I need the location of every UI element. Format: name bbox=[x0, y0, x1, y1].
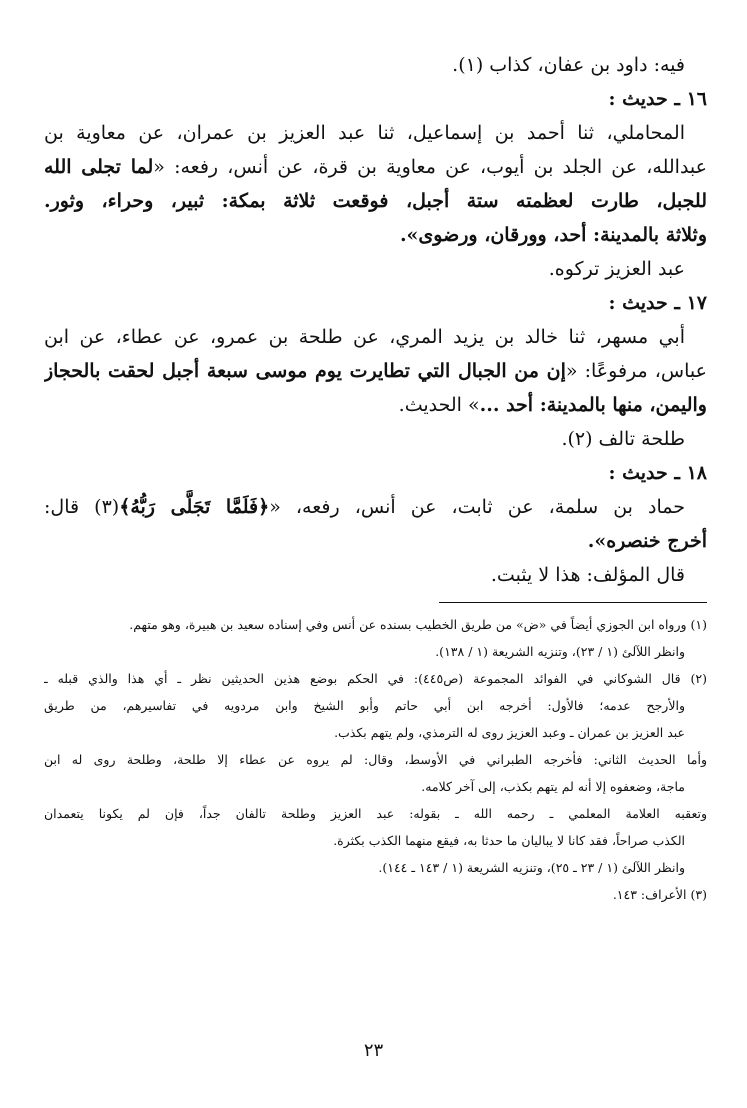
footnote-separator bbox=[439, 602, 707, 603]
footnote-line: ماجة، وضعفوه إلا أنه لم يتهم بكذب، إلى آخر كلامه. bbox=[421, 779, 685, 794]
hadith-heading-18: ١٨ ـ حديث : bbox=[608, 462, 707, 484]
main-text bbox=[44, 48, 707, 592]
footnote-line: (٣) الأعراف: ١٤٣. bbox=[612, 887, 707, 902]
footnote-line: عبد العزيز بن عمران ـ وعبد العزيز روى له الترمذي، ولم يتهم بكذب. bbox=[334, 725, 685, 740]
text-line: المحاملي، ثنا أحمد بن إسماعيل، ثنا عبد العزيز بن عمران، عن معاوية بن bbox=[44, 122, 685, 144]
text-span: (٣) قال: bbox=[44, 496, 120, 518]
text-line: طلحة تالف (٢). bbox=[561, 428, 685, 450]
footnote-line: وانظر اللآلئ (١ / ٢٣ ـ ٢٥)، وتنزيه الشريعة (١ / ١٤٣ ـ ١٤٤). bbox=[378, 860, 685, 875]
hadith-heading-16: ١٦ ـ حديث : bbox=[608, 88, 707, 110]
hadith-matn: أخرج خنصره». bbox=[587, 530, 707, 552]
text-line bbox=[44, 150, 707, 184]
footnote-line: والأرجح عدمه؛ فالأول: أخرجه ابن أبي حاتم وأبو الشيخ وابن مردويه في تفاسيرهم، من طريق bbox=[44, 698, 685, 713]
footnote-line: (٢) قال الشوكاني في الفوائد المجموعة (ص٤٤٥): في الحكم بوضع هذين الحديثين نظر ـ أي هذا والذي قبله ـ bbox=[44, 671, 707, 686]
text-line: أبي مسهر، ثنا خالد بن يزيد المري، عن طلحة بن عمرو، عن عطاء، عن ابن bbox=[44, 326, 685, 348]
hadith-matn: واليمن، منها بالمدينة: أحد ... bbox=[479, 394, 707, 416]
footnote-line: وأما الحديث الثاني: فأخرجه الطبراني في الأوسط، وقال: لم يروه عن عطاء إلا طلحة، وطلحة روى له ابن bbox=[44, 752, 707, 767]
footnote-line: الكذب صراحاً، فقد كانا لا يباليان ما حدثا به، فيقع منهما الكذب بكثرة. bbox=[333, 833, 685, 848]
text-line: فيه: داود بن عفان، كذاب (١). bbox=[452, 54, 685, 76]
footnote-line: وتعقبه العلامة المعلمي ـ رحمه الله ـ بقوله: عبد العزيز وطلحة تالفان جداً، فإن لم يكونا يتعمدان bbox=[44, 806, 707, 821]
hadith-matn: للجبل، طارت لعظمته ستة أجبل، فوقعت ثلاثة بمكة: ثبير، وحراء، وثور. bbox=[44, 190, 707, 212]
text-line bbox=[44, 490, 707, 524]
text-span: عباس، مرفوعًا: « bbox=[565, 360, 707, 382]
footnotes bbox=[44, 611, 707, 908]
hadith-matn: إن من الجبال التي تطايرت يوم موسى سبعة أجبل لحقت بالحجاز bbox=[44, 360, 566, 382]
page-number: ٢٣ bbox=[363, 1040, 384, 1061]
text-line bbox=[44, 388, 707, 422]
text-line: قال المؤلف: هذا لا يثبت. bbox=[490, 564, 685, 586]
text-span: حماد بن سلمة، عن ثابت، عن أنس، رفعه، « bbox=[269, 496, 685, 518]
footnote-line: (١) ورواه ابن الجوزي أيضاً في «ض» من طريق الخطيب بسنده عن أنس وفي إسناده سعيد بن هبيرة، وهو متهم. bbox=[129, 617, 707, 632]
text-span: » الحديث. bbox=[398, 394, 480, 416]
quran-verse: ﴿فَلَمَّا تَجَلَّى رَبُّهُ﴾ bbox=[119, 496, 270, 518]
hadith-heading-17: ١٧ ـ حديث : bbox=[608, 292, 707, 314]
footnote-line: وانظر اللآلئ (١ / ٢٣)، وتنزيه الشريعة (١ / ١٣٨). bbox=[435, 644, 685, 659]
hadith-matn: لما تجلى الله bbox=[44, 156, 154, 178]
text-span: عبدالله، عن الجلد بن أيوب، عن معاوية بن قرة، عن أنس، رفعه: « bbox=[153, 156, 707, 178]
hadith-matn: وثلاثة بالمدينة: أحد، وورقان، ورضوى». bbox=[399, 224, 707, 246]
text-line bbox=[44, 354, 707, 388]
text-line: عبد العزيز تركوه. bbox=[548, 258, 685, 280]
